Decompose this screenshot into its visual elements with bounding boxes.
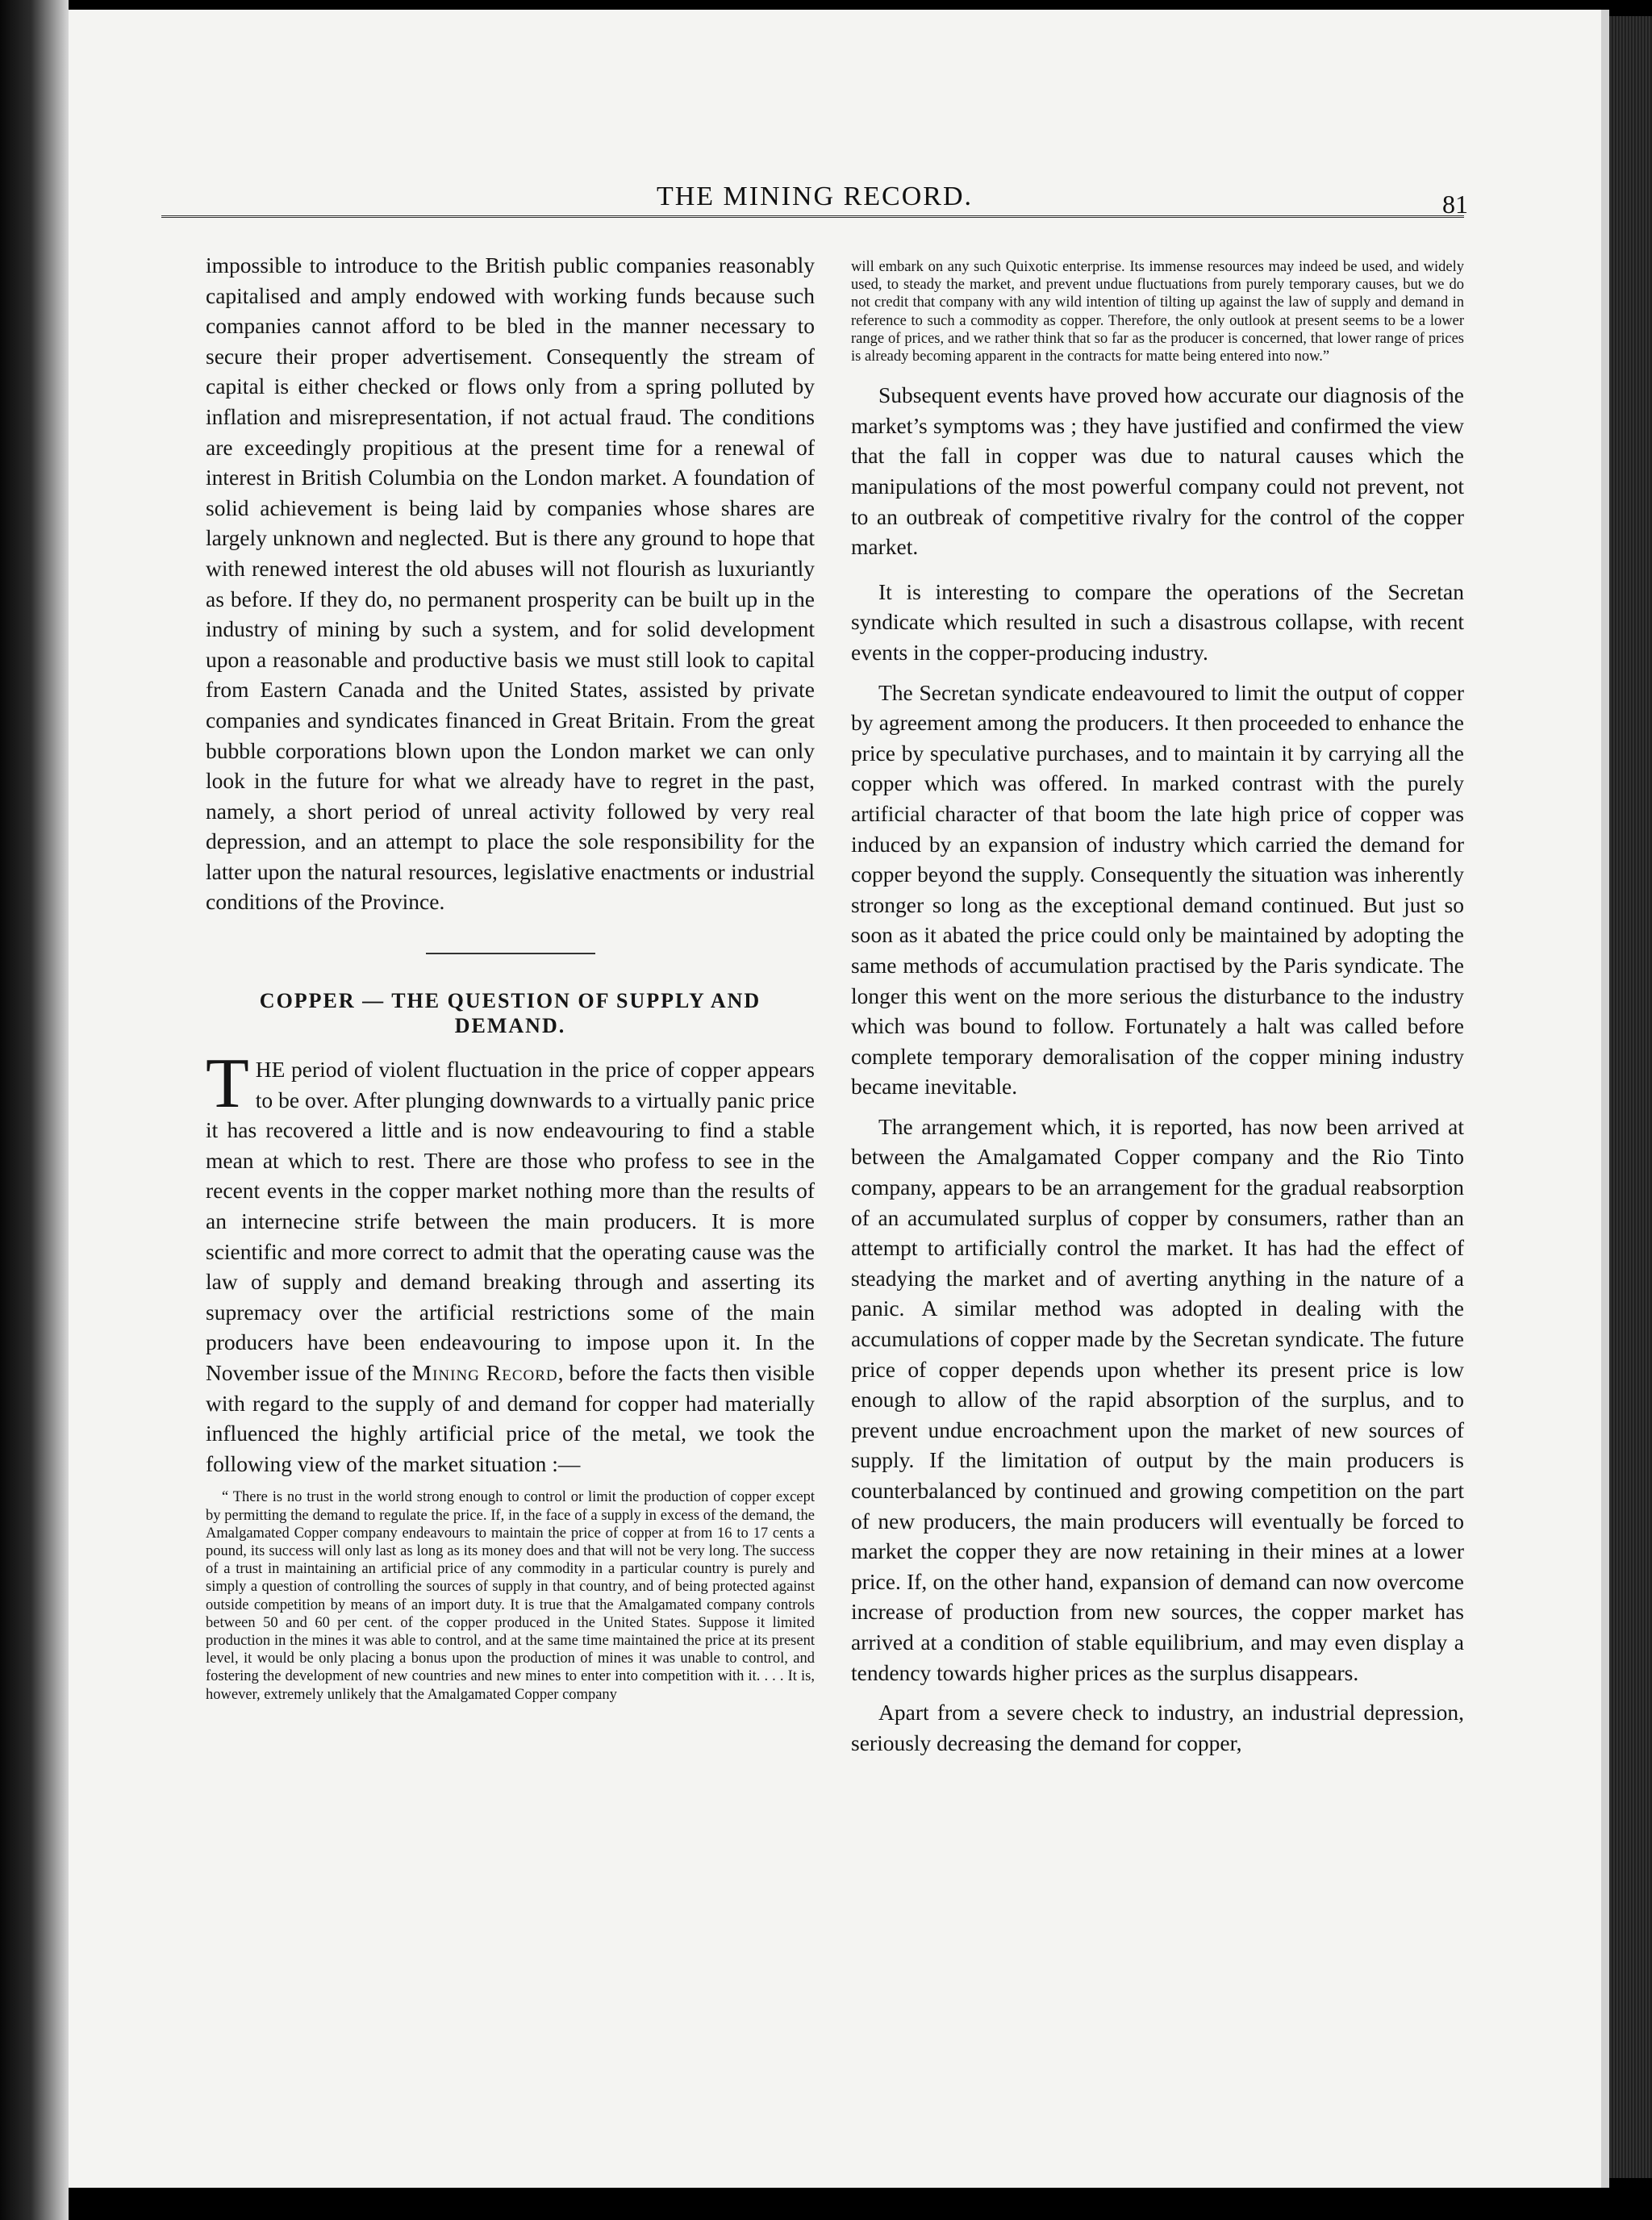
header-rule bbox=[161, 215, 1464, 218]
page-header bbox=[161, 177, 1468, 218]
paragraph: The Secretan syndicate endeavoured to limit the output of copper by agreement among the producers. It then proceeded to enhance the price by speculative purchases, and to maintain it by carrying all the copper which was offered. In marked contrast with the purely artificial character of that boom the late high price of copper was induced by an expansion of industry which carried the demand for copper beyond the supply. Consequently the situation was inherently stronger so long as the exceptional demand continued. But just so soon as it abated the price could only be maintained by adopting the same methods of accumulation practised by the Paris syndicate. The longer this went on the more serious the disturbance to the industry which was bound to follow. Fortunately a halt was called before complete temporary demoralisation of the copper mining industry became inevitable. bbox=[851, 679, 1464, 1100]
paragraph: Subsequent events have proved how accurate our diagnosis of the market’s symptoms was ; they have justified and confirmed the view that the fall in copper was due to natural causes which the manipulations of the most powerful company could not prevent, not to an outbreak of competitive rivalry for the control of the copper market. bbox=[851, 382, 1464, 560]
article-first-paragraph bbox=[206, 1045, 815, 1479]
continued-paragraph: impossible to introduce to the British public companies reasonably capitalised and amply endowed with working funds because such companies cannot afford to be bled in the manner necessary to secure their proper advertisement. Consequently the stream of capital is either checked or flows only from a spring polluted by inflation and misrepresentation, if not actual fraud. The conditions are exceedingly propitious at the present time for a renewal of interest in British Columbia on the London market. A foundation of solid achievement is being laid by companies whose shares are largely unknown and neglected. But is there any ground to hope that with renewed interest the old abuses will not flourish as luxuriantly as before. If they do, no permanent prosperity can be built up in the industry of mining by such a system, and for solid development upon a reasonable and productive basis we must still look to capital from Eastern Canada and the United States, assisted by private companies and syndicates financed in Great Britain. From the great bubble corporations blown upon the London market we can only look in the future for what we already have to regret in the past, namely, a short period of unreal activity followed by very real depression, and an attempt to place the sole responsibility for the latter upon the natural resources, legislative enactments or industrial conditions of the Province. bbox=[206, 252, 815, 915]
paragraph: It is interesting to compare the operations of the Secretan syndicate which resulted in such a disastrous collapse, with recent events in the copper-producing industry. bbox=[851, 578, 1464, 665]
journal-name-small-caps: Mining Record bbox=[411, 1360, 558, 1385]
book-gutter-shadow bbox=[0, 0, 69, 2220]
article-heading: COPPER — THE QUESTION OF SUPPLY AND DEMAND. bbox=[259, 989, 761, 1038]
left-column bbox=[206, 250, 815, 1704]
block-quote-end: will embark on any such Quixotic enterprise. Its immense resources may indeed be used, and widely used, to steady the market, and prevent undue fluctuations from purely temporary causes, but we do not credit that company with any wild intention of tilting up against the law of supply and demand in reference to such a commodity as copper. Therefore, the only outlook at present seems to be a lower range of prices, and we rather think that so far as the producer is concerned, that lower range of prices is already becoming apparent in the contracts for matte being entered into now.” bbox=[851, 259, 1464, 365]
drop-cap: T bbox=[206, 1045, 249, 1124]
paragraph: The arrangement which, it is reported, has now been arrived at between the Amalgamated Copper company and the Rio Tinto company, appears to be an arrangement for the gradual reabsorption of an accumulated surplus of copper by consumers, rather than an attempt to artificially control the market. It has had the effect of steadying the market and of averting anything in the nature of a panic. A similar method was adopted in dealing with the accumulations of copper made by the Secretan syndicate. The future price of copper depends upon whether its present price is low enough to allow of the rapid absorption of the surplus, and to prevent undue encroachment upon the market of new sources of supply. If the limitation of output by the main producers is counterbalanced by continued and growing competition on the part of new producers, the main producers will eventually be forced to market the copper they are now retaining in their mines at a lower price. If, on the other hand, expansion of demand can now overcome increase of production from new sources, the copper market has arrived at a condition of stable equilibrium, and may even display a tendency towards higher prices as the surplus disappears. bbox=[851, 1113, 1464, 1685]
right-column bbox=[851, 258, 1464, 1758]
section-divider bbox=[426, 953, 595, 954]
page-stack-edge bbox=[1609, 16, 1652, 2178]
block-quote-start: “ There is no trust in the world strong enough to control or limit the production of copper except by permitting the demand to regulate the price. If, in the face of a supply in excess of the demand, the Amalgamated Copper company endeavours to maintain the price of copper at from 16 to 17 cents a pound, its success will only last as long as its money does and that will not be very long. The success of a trust in maintaining an artificial price of any commodity in a particular country is purely and simply a question of controlling the sources of supply in that country, and of being protected against outside competition by means of an import duty. It is true that the Amalgamated company controls between 50 and 60 per cent. of the copper produced in the United States. Suppose it limited production in the mines it was able to control, and at the same time maintained the price at its present level, it would be only placing a bonus upon the production of mines it was unable to control, and fostering the development of new countries and new mines to enter into competition with it. . . . It is, however, extremely unlikely that the Amalgamated Copper company bbox=[206, 1489, 815, 1703]
paragraph: Apart from a severe check to industry, an industrial depression, seriously decreasing the demand for copper, bbox=[851, 1700, 1464, 1755]
article-paragraph-start: HE period of violent fluctuation in the price of copper appears to be over. After plunging downwards to a virtually panic price it has recovered a little and is now endeavouring to find a stable mean at which to rest. There are those who profess to see in the recent events in the copper market nothing more than the results of an internecine strife between the main producers. It is more scientific and more correct to admit that the operating cause was the law of supply and demand breaking through and asserting its supremacy over the artificial restrictions some of the main producers have been endeavouring to impose upon it. In the November issue of the bbox=[206, 1057, 815, 1385]
running-title: THE MINING RECORD. bbox=[656, 182, 974, 211]
article-paragraph bbox=[206, 1045, 815, 1479]
page-number: 81 bbox=[1442, 190, 1468, 219]
article-paragraph-end: , before the facts then visible with regard to the supply of and demand for copper had materially influenced the highly artificial price of the metal, we took the following view of the market situation :— bbox=[206, 1360, 815, 1476]
